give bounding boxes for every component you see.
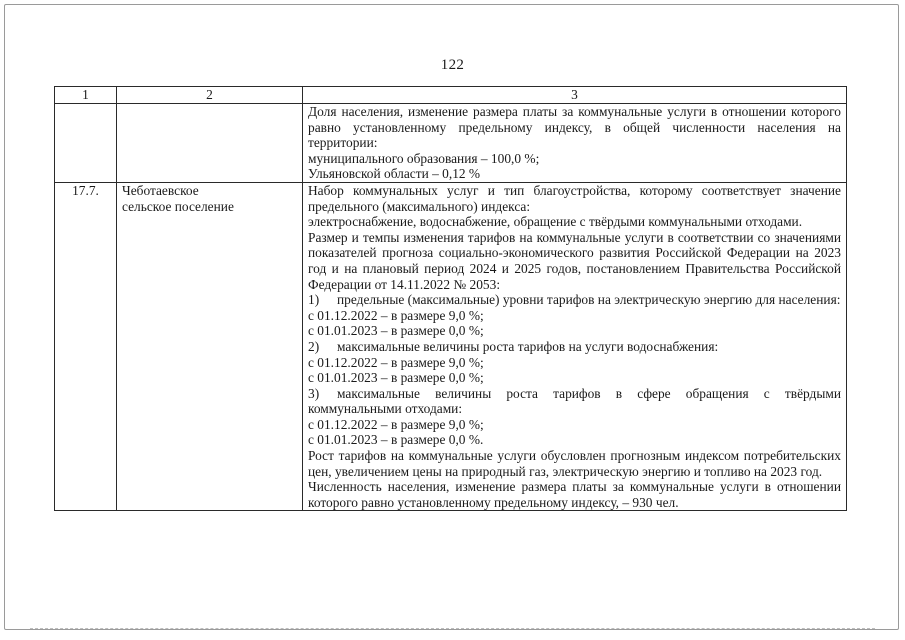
list-number: 2) bbox=[308, 338, 320, 354]
paragraph-municipal-share: муниципального образования – 100,0 %; bbox=[308, 150, 540, 166]
list-item-text: максимальные величины роста тарифов в сфере обращения с твёрдыми коммунальными отходами: bbox=[308, 385, 841, 417]
table-row-17-7 bbox=[55, 182, 847, 510]
rate-line: с 01.01.2023 – в размере 0,0 %; bbox=[308, 323, 484, 339]
table-header-row bbox=[55, 87, 847, 104]
header-col-3: 3 bbox=[303, 87, 847, 104]
paragraph-region-share: Ульяновской области – 0,12 % bbox=[308, 166, 481, 182]
rate-line: с 01.12.2022 – в размере 9,0 %; bbox=[308, 354, 484, 370]
list-item-water bbox=[308, 339, 841, 355]
page-number: 122 bbox=[440, 57, 465, 73]
bottom-edge-line bbox=[30, 628, 875, 629]
rate-line: с 01.12.2022 – в размере 9,0 %; bbox=[308, 416, 484, 432]
list-item-text: максимальные величины роста тарифов на услуги водоснабжения: bbox=[337, 338, 719, 354]
settlement-name-cell bbox=[117, 182, 303, 510]
paragraph-services-list: электроснабжение, водоснабжение, обращение с твёрдыми коммунальными отходами. bbox=[308, 214, 803, 230]
table-row-continuation bbox=[55, 104, 847, 183]
row-text-cell bbox=[303, 182, 847, 510]
paragraph-services-set: Набор коммунальных услуг и тип благоустройства, которому соответствует значение предельного (максимального) индекса: bbox=[308, 182, 841, 214]
row-number-cell bbox=[55, 104, 117, 183]
paragraph-population-count: Численность населения, изменение размера платы за коммунальные услуги в отношении которого равно установленному предельному индексу, – 930 чел. bbox=[308, 479, 841, 510]
rate-line: с 01.12.2022 – в размере 9,0 %; bbox=[308, 307, 484, 323]
row-number-cell: 17.7. bbox=[55, 182, 117, 510]
list-item-text: предельные (максимальные) уровни тарифов на электрическую энергию для населения: bbox=[337, 292, 841, 308]
row-text-cell bbox=[303, 104, 847, 183]
settlement-name-line-2: сельское поселение bbox=[122, 198, 234, 214]
tariff-table bbox=[54, 86, 847, 511]
paragraph-tariff-basis: Размер и темпы изменения тарифов на коммунальные услуги в соответствии со значениями показателей прогноза социально-экономического развития Российской Федерации на 2023 год и на плановый период 2024 и 2025 годов, постановлением Правительства Российской Федерации от 14.11.2022 № 2053: bbox=[308, 229, 841, 292]
row-name-cell bbox=[117, 104, 303, 183]
list-number: 3) bbox=[308, 385, 320, 401]
settlement-name-line-1: Чеботаевское bbox=[122, 182, 199, 198]
rate-line: с 01.01.2023 – в размере 0,0 %. bbox=[308, 432, 484, 448]
list-item-waste bbox=[308, 386, 841, 417]
paragraph-growth-reason: Рост тарифов на коммунальные услуги обусловлен прогнозным индексом потребительских цен, увеличением цены на природный газ, электрическую энергию и топливо на 2023 год. bbox=[308, 448, 841, 479]
header-col-2: 2 bbox=[117, 87, 303, 104]
header-col-1: 1 bbox=[55, 87, 117, 104]
paragraph-population-share: Доля населения, изменение размера платы за коммунальные услуги в отношении которого равно установленному предельному индексу, в общей численности населения на территории: bbox=[308, 104, 841, 151]
list-number: 1) bbox=[308, 292, 320, 308]
rate-line: с 01.01.2023 – в размере 0,0 %; bbox=[308, 370, 484, 386]
list-item-electricity bbox=[308, 292, 841, 308]
